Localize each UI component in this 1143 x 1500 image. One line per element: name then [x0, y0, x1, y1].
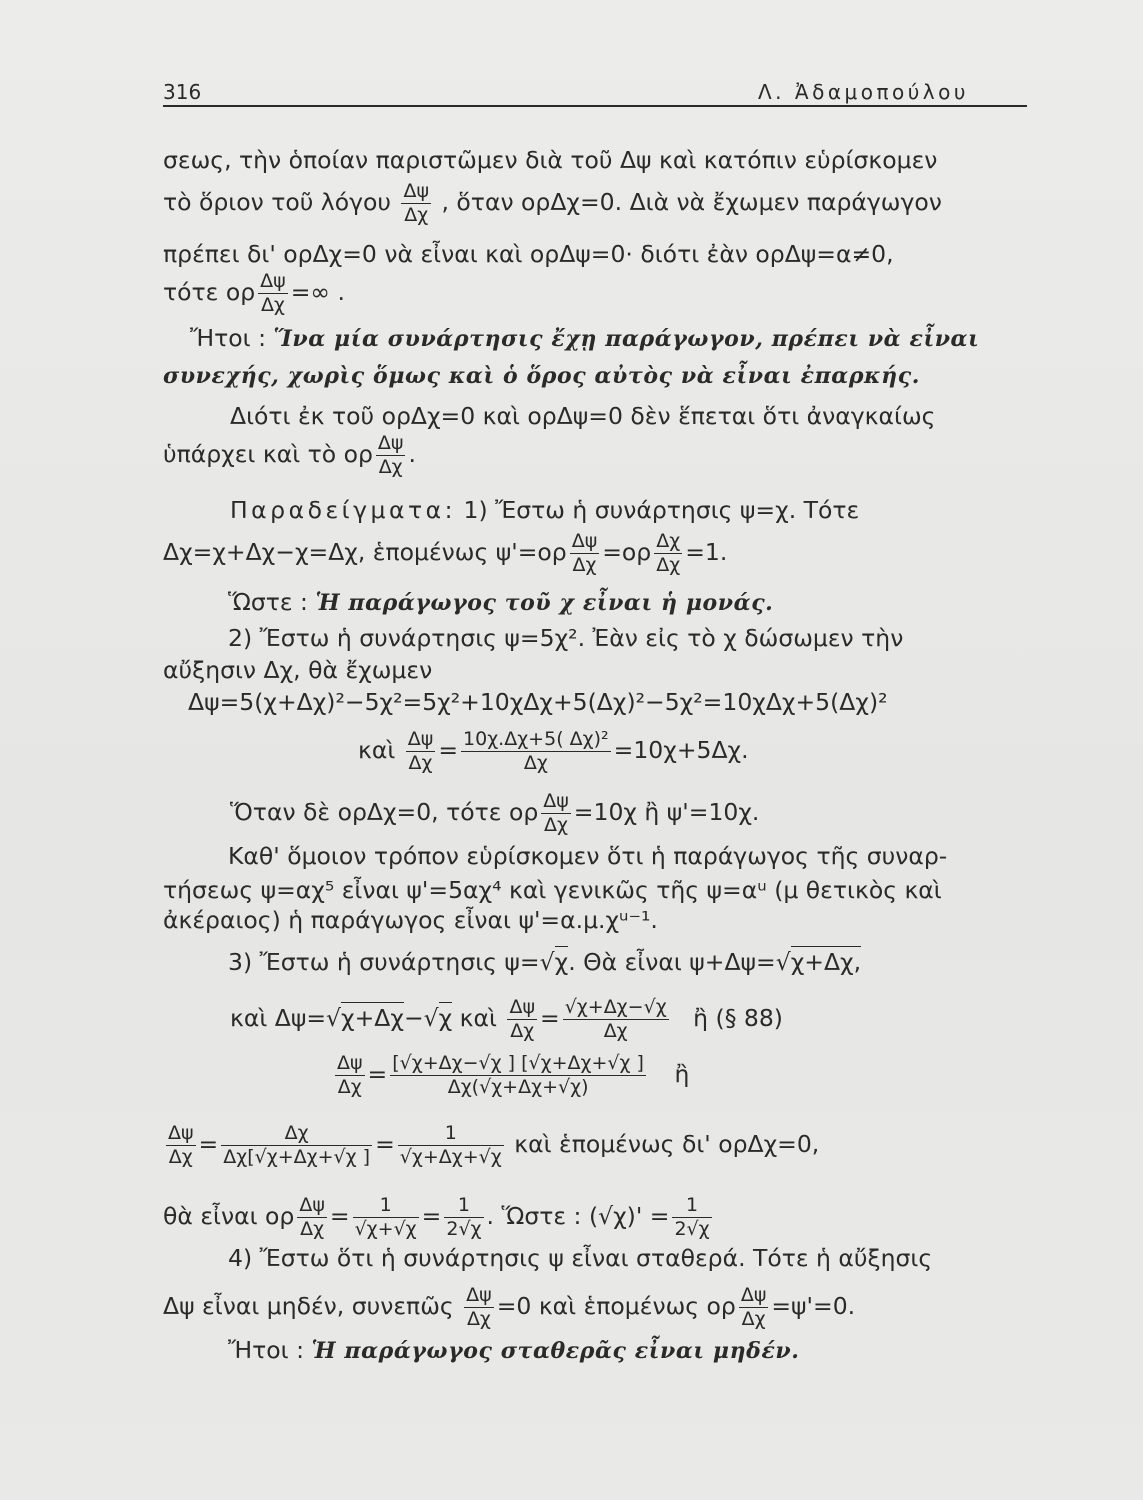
text: καὶ	[358, 736, 396, 764]
equation-line: Δψ=5(χ+Δχ)²−5χ²=5χ²+10χΔχ+5(Δχ)²−5χ²=10χΔχ+5(Δχ)²	[188, 688, 888, 716]
frac-numerator: 1	[444, 1194, 483, 1218]
text: =∞ .	[290, 278, 345, 306]
frac-numerator: Δψ	[407, 728, 434, 750]
frac-numerator: [√χ+Δχ−√χ ] [√χ+Δχ+√χ ]	[392, 1052, 644, 1074]
running-title: Λ. Ἀδαμοπούλου	[758, 80, 969, 104]
frac-numerator: Δψ	[299, 1194, 325, 1216]
frac-denominator: 2√χ	[446, 1218, 482, 1240]
frac-numerator: 1	[672, 1194, 711, 1218]
text-line: Καθ' ὅμοιον τρόπον εὑρίσκομεν ὅτι ἡ παράγωγος τῆς συναρ-	[228, 842, 948, 870]
fraction	[258, 270, 288, 317]
fraction	[541, 790, 571, 837]
italic-text: Ἵνα μία συνάρτησις ἔχῃ παράγωγον, πρέπει νὰ εἶναι	[273, 326, 980, 352]
frac-denominator: √χ+Δχ+√χ	[399, 1146, 502, 1168]
frac-denominator: Δχ	[523, 752, 548, 774]
text-line	[163, 180, 942, 227]
section-label: Παραδείγματα:	[230, 496, 457, 524]
text-line: αὔξησιν Δχ, θὰ ἔχωμεν	[163, 656, 433, 684]
fraction	[335, 1052, 365, 1099]
fraction	[739, 1284, 769, 1331]
text-line	[228, 1336, 800, 1365]
equation-line: καὶ Δψ=√χ+Δχ−√χ καὶ $\frac{\Delta\psi}{\Delta\chi}$ = $\frac{√\chi+\Delta\chi-√\chi}{\Delta\chi}$ ἢ (§ 88)	[230, 996, 783, 1042]
text: καὶ ἑπομένως δι' ορΔχ=0,	[514, 1130, 820, 1158]
frac-denominator: Δχ	[378, 456, 403, 478]
frac-numerator: Δψ	[571, 530, 598, 552]
frac-denominator: Δχ	[572, 554, 597, 576]
text: Ὥστε :	[228, 588, 308, 616]
text: −√	[403, 1004, 439, 1032]
fraction	[166, 1122, 196, 1169]
text-line	[190, 324, 979, 353]
frac-denominator: Δχ	[337, 1076, 362, 1098]
frac-denominator: Δχ	[408, 752, 433, 774]
frac-denominator: √χ+√χ	[354, 1218, 417, 1240]
frac-numerator: Δψ	[337, 1052, 363, 1074]
text-line: τήσεως ψ=αχ⁵ εἶναι ψ'=5αχ⁴ καὶ γενικῶς τῆς ψ=αᵘ (μ θετικὸς καὶ	[163, 876, 942, 904]
fraction	[444, 1194, 483, 1241]
text-line: 2) Ἔστω ἡ συνάρτησις ψ=5χ². Ἐὰν εἰς τὸ χ δώσωμεν τὴν	[228, 624, 904, 652]
text-line	[163, 1284, 855, 1331]
equation-line: $\frac{\Delta\psi}{\Delta\chi}$ = $\frac{[√\chi+\Delta\chi-√\chi ] [√\chi+\Delta\chi+√\chi ]}{\Delta\chi(√\chi+\Delta\chi+√\chi)}$ ἢ	[337, 1052, 690, 1098]
text-line	[228, 948, 861, 976]
text: =1.	[685, 538, 728, 566]
frac-numerator: Δψ	[740, 1284, 767, 1306]
text: =10χ ἢ ψ'=10χ.	[573, 798, 760, 826]
frac-denominator: Δχ	[466, 1308, 491, 1330]
text: τότε	[163, 278, 219, 306]
text: =ψ'=0.	[771, 1292, 856, 1320]
frac-numerator: Δψ	[543, 790, 569, 812]
fraction	[507, 996, 537, 1043]
text-line	[230, 496, 859, 524]
fraction	[297, 1194, 327, 1241]
frac-denominator: Δχ	[544, 814, 569, 836]
equation-line: $\frac{\Delta\psi}{\Delta\chi}$ = $\frac{\Delta\chi}{\Delta\chi[√\chi+\Delta\chi+√\chi ]}$ = $\frac{1}{√\chi+\Delta\chi+√\chi}$ καὶ ἑπομένως δι' ορΔχ=0,	[168, 1122, 820, 1168]
frac-denominator: Δχ	[603, 1020, 628, 1042]
fraction	[353, 1194, 419, 1241]
radicand: χ+Δχ	[341, 1004, 404, 1032]
text: =10χ+5Δχ.	[613, 736, 749, 764]
text: Ἤτοι :	[228, 1336, 304, 1364]
frac-denominator: Δχ	[260, 294, 285, 316]
fraction	[654, 530, 682, 577]
text: ἢ (§ 88)	[693, 1004, 783, 1032]
frac-denominator: Δχ	[741, 1308, 766, 1330]
text: =ορ	[602, 538, 652, 566]
text: (√χ)' =	[588, 1202, 670, 1230]
text: ορ	[343, 440, 373, 468]
page-number: 316	[163, 80, 202, 104]
fraction	[563, 996, 669, 1043]
fraction	[376, 432, 406, 479]
text-line: 4) Ἔστω ὅτι ἡ συνάρτησις ψ εἶναι σταθερά. Τότε ἡ αὔξησις	[228, 1244, 933, 1272]
text-line: Διότι ἐκ τοῦ ορΔχ=0 καὶ ορΔψ=0 δὲν ἕπεται ὅτι ἀναγκαίως	[230, 402, 936, 430]
fraction	[461, 728, 611, 775]
frac-denominator: Δχ	[656, 554, 681, 576]
text: Δψ εἶναι μηδέν, συνεπῶς	[163, 1292, 454, 1320]
text: Δχ=χ+Δχ−χ=Δχ, ἑπομένως ψ'=ορ	[163, 538, 567, 566]
text: 3) Ἔστω ἡ συνάρτησις ψ=√	[228, 948, 555, 976]
frac-numerator: 1	[353, 1194, 419, 1218]
text: Ἤτοι :	[190, 324, 266, 352]
italic-text: Ἡ παράγωγος σταθερᾶς εἶναι μηδέν.	[311, 1338, 800, 1364]
text: ἢ	[674, 1060, 690, 1088]
fraction	[570, 530, 600, 577]
frac-denominator: Δχ(√χ+Δχ+√χ)	[447, 1076, 589, 1098]
frac-numerator: 1	[398, 1122, 504, 1146]
frac-numerator: Δψ	[260, 270, 286, 292]
text: τὸ ὅριον τοῦ λόγου	[163, 188, 391, 216]
frac-numerator: 10χ.Δχ+5( Δχ)²	[463, 728, 609, 750]
text-line: πρέπει δι' ορΔχ=0 νὰ εἶναι καὶ ορΔψ=0· διότι ἐὰν ορΔψ=α≠0,	[163, 240, 894, 268]
frac-denominator: Δχ	[300, 1218, 325, 1240]
frac-denominator: Δχ	[404, 204, 429, 226]
text: θὰ εἶναι ορ	[163, 1202, 295, 1230]
frac-numerator: Δψ	[466, 1284, 492, 1306]
radicand: χ	[554, 948, 569, 976]
text-line	[163, 432, 416, 479]
frac-numerator: Δχ	[656, 530, 681, 552]
frac-numerator: √χ+Δχ−√χ	[564, 996, 667, 1018]
frac-numerator: Δψ	[168, 1122, 194, 1144]
text-line	[163, 270, 345, 317]
text: ὑπάρχει καὶ τὸ	[163, 440, 337, 468]
radicand: χ+Δχ,	[790, 948, 862, 976]
fraction	[672, 1194, 711, 1241]
frac-numerator: Δχ	[221, 1122, 372, 1146]
frac-denominator: Δχ[√χ+Δχ+√χ ]	[223, 1146, 371, 1168]
italic-line: συνεχής, χωρὶς ὅμως καὶ ὁ ὅρος αὐτὸς νὰ εἶναι ἐπαρκής.	[163, 363, 920, 389]
frac-numerator: Δψ	[377, 432, 404, 454]
text-line	[230, 790, 759, 837]
text: καὶ Δψ=√	[230, 1004, 342, 1032]
text-line	[228, 588, 773, 617]
fraction	[406, 728, 436, 775]
italic-text: Ἡ παράγωγος τοῦ χ εἶναι ἡ μονάς.	[315, 590, 774, 616]
text: . Ὥστε :	[486, 1202, 582, 1230]
text: =0 καὶ ἑπομένως ορ	[496, 1292, 736, 1320]
fraction	[390, 1052, 646, 1099]
text: .	[408, 440, 416, 468]
frac-numerator: Δψ	[403, 180, 429, 202]
fraction	[221, 1122, 372, 1169]
fraction	[464, 1284, 494, 1331]
radicand: χ	[438, 1004, 453, 1032]
text: καὶ	[459, 1004, 497, 1032]
text-line: ἀκέραιος) ἡ παράγωγος εἶναι ψ'=α.μ.χᵘ⁻¹.	[163, 906, 658, 934]
equation-line: θὰ εἶναι ορ $\frac{\Delta\psi}{\Delta\chi}$ = $\frac{1}{√\chi+√\chi}$ = $\frac{1}{2√\chi}$ . Ὥστε : (√χ)' = $\frac{1}{2√\chi}$	[163, 1194, 710, 1240]
fraction	[401, 180, 431, 227]
fraction	[398, 1122, 504, 1169]
frac-denominator: 2√χ	[674, 1218, 710, 1240]
equation-line: καὶ $\frac{\Delta\psi}{\Delta\chi}$ = $\frac{\text{10χ.Δχ+5( Δχ)²}}{\Delta\chi}$ =10χ+5Δχ.	[358, 728, 749, 774]
frac-denominator: Δχ	[510, 1020, 535, 1042]
text: 1) Ἔστω ἡ συνάρτησις ψ=χ. Τότε	[463, 496, 860, 524]
text-line: σεως, τὴν ὁποίαν παριστῶμεν διὰ τοῦ Δψ καὶ κατόπιν εὑρίσκομεν	[163, 146, 938, 174]
header-rule	[163, 105, 1027, 107]
text: . Θὰ εἶναι ψ+Δψ=√	[568, 948, 791, 976]
frac-numerator: Δψ	[509, 996, 535, 1018]
text: Ὅταν δὲ ορΔχ=0, τότε ορ	[230, 798, 539, 826]
text: , ὅταν ορΔχ=0. Διὰ νὰ ἔχωμεν παράγωγον	[441, 188, 942, 216]
text-line	[163, 530, 727, 577]
frac-denominator: Δχ	[168, 1146, 193, 1168]
text: ορ	[225, 278, 256, 306]
